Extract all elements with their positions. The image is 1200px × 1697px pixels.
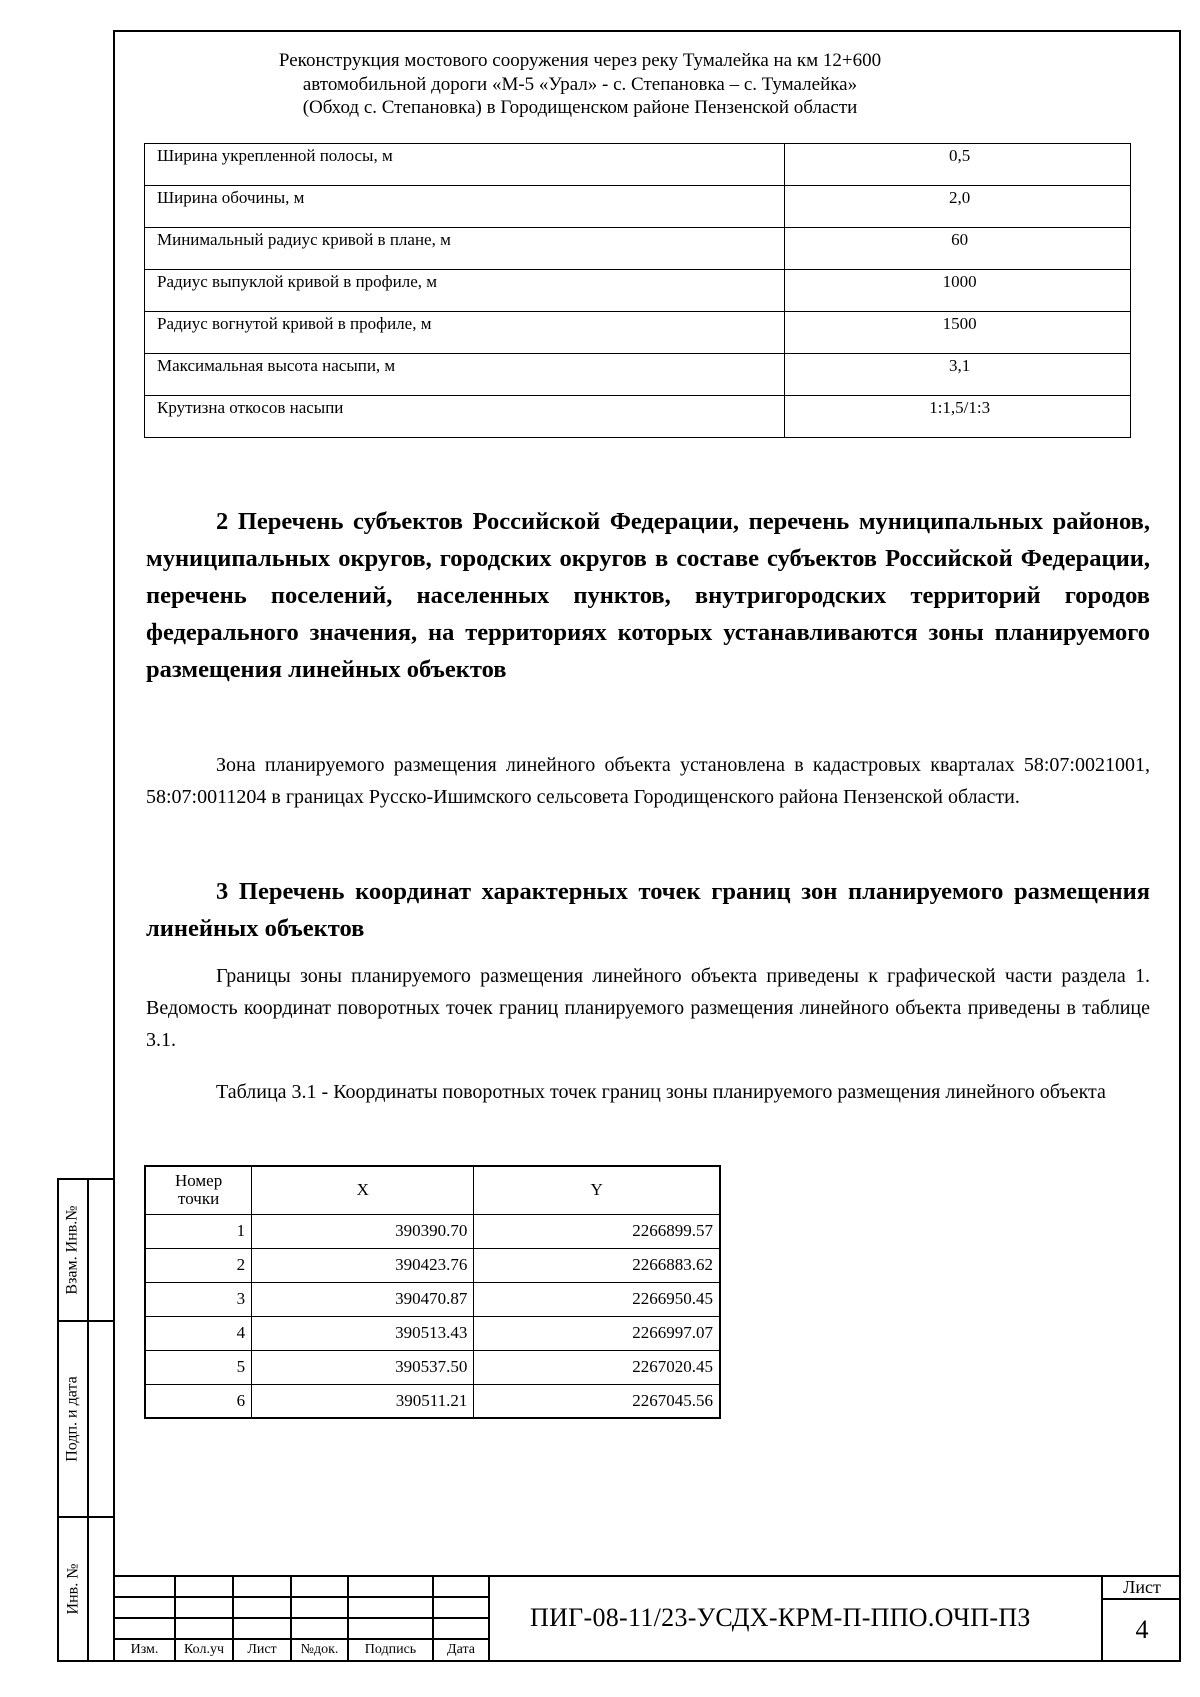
param-value: 1:1,5/1:3 <box>785 396 1131 438</box>
point-number: 1 <box>145 1214 252 1248</box>
coord-y: 2266899.57 <box>474 1214 720 1248</box>
table-row <box>145 354 1131 396</box>
param-name: Ширина укрепленной полосы, м <box>145 144 785 186</box>
stamp-col-ndok: №док. <box>300 1642 339 1657</box>
title-line-1: Реконструкция мостового сооружения через реку Тумалейка на км 12+600 <box>278 50 882 71</box>
table-row <box>145 144 1131 186</box>
table-header-row <box>145 1166 720 1214</box>
section-2-heading: 2 Перечень субъектов Российской Федерации, перечень муниципальных районов, муниципальных округов, городских округов в составе субъектов Российской Федерации, перечень поселений, населенных пунктов, внутригородских территорий городов федерального значения, на территориях которых устанавливаются зоны планируемого размещения линейных объектов <box>146 508 1150 683</box>
table-row <box>145 1384 720 1418</box>
table-row <box>145 1316 720 1350</box>
sheet-number: 4 <box>1135 1615 1149 1644</box>
stamp-col-izm: Изм. <box>130 1642 159 1657</box>
table-row <box>145 186 1131 228</box>
param-value: 60 <box>785 228 1131 270</box>
param-name: Минимальный радиус кривой в плане, м <box>145 228 785 270</box>
section-3-text: Границы зоны планируемого размещения линейного объекта приведены к графической части раздела 1. Ведомость координат поворотных точек границ планируемого размещения линейного объекта приведены в таблице 3.1. <box>146 965 1150 1051</box>
column-header-point <box>145 1166 252 1214</box>
table-row <box>145 1350 720 1384</box>
side-label-inv: Инв. № <box>64 1563 81 1615</box>
stamp-col-koluch: Кол.уч <box>184 1642 224 1657</box>
parameters-table <box>144 143 1131 438</box>
param-value: 3,1 <box>785 354 1131 396</box>
point-header-line-1: Номер <box>174 1171 223 1191</box>
sheet-label: Лист <box>1123 1577 1161 1597</box>
table-row <box>145 228 1131 270</box>
stamp-col-list: Лист <box>247 1642 277 1657</box>
table-row <box>145 1248 720 1282</box>
title-line-3: (Обход с. Степановка) в Городищенском районе Пензенской области <box>302 97 858 118</box>
point-number: 5 <box>145 1350 252 1384</box>
param-value: 1500 <box>785 312 1131 354</box>
table-row <box>145 396 1131 438</box>
coord-y: 2266997.07 <box>474 1316 720 1350</box>
stamp-col-data: Дата <box>447 1642 475 1657</box>
stamp-col-podpis: Подпись <box>364 1642 417 1657</box>
side-label-podp: Подп. и дата <box>64 1376 82 1462</box>
title-line-2: автомобильной дороги «М-5 «Урал» - с. Степановка – с. Тумалейка» <box>302 73 858 95</box>
side-label-vzam: Взам. Инв.№ <box>64 1205 81 1295</box>
coord-x: 390513.43 <box>252 1316 474 1350</box>
param-name: Ширина обочины, м <box>145 186 785 228</box>
coord-y: 2267020.45 <box>474 1350 720 1384</box>
coord-x: 390390.70 <box>252 1214 474 1248</box>
param-name: Максимальная высота насыпи, м <box>145 354 785 396</box>
side-cell-podp <box>57 1322 113 1518</box>
section-2-text: Зона планируемого размещения линейного объекта установлена в кадастровых кварталах 58:07:0021001, 58:07:0011204 в границах Русско-Ишимского сельсовета Городищенского района Пензенской области. <box>146 754 1150 808</box>
point-number: 4 <box>145 1316 252 1350</box>
table-row <box>145 1214 720 1248</box>
coordinates-table <box>144 1165 721 1419</box>
coord-x: 390423.76 <box>252 1248 474 1282</box>
coord-y: 2266883.62 <box>474 1248 720 1282</box>
coord-x: 390470.87 <box>252 1282 474 1316</box>
param-name: Радиус выпуклой кривой в профиле, м <box>145 270 785 312</box>
table-caption: Таблица 3.1 - Координаты поворотных точек границ зоны планируемого размещения линейного объекта <box>216 1081 1106 1103</box>
point-number: 2 <box>145 1248 252 1282</box>
document-code: ПИГ-08-11/23-УСДХ-КРМ-П-ППО.ОЧП-ПЗ <box>530 1603 1031 1632</box>
coord-x: 390511.21 <box>252 1384 474 1418</box>
param-value: 0,5 <box>785 144 1131 186</box>
table-row <box>145 1282 720 1316</box>
point-header-line-2: точки <box>178 1189 220 1209</box>
section-3-heading: 3 Перечень координат характерных точек границ зон планируемого размещения линейных объектов <box>146 878 1150 942</box>
coord-y: 2266950.45 <box>474 1282 720 1316</box>
column-header-y: Y <box>474 1166 720 1214</box>
param-value: 2,0 <box>785 186 1131 228</box>
coord-y: 2267045.56 <box>474 1384 720 1418</box>
side-cell-inv <box>57 1518 113 1662</box>
table-row <box>145 312 1131 354</box>
table-row <box>145 270 1131 312</box>
document-title <box>150 49 1010 120</box>
param-name: Радиус вогнутой кривой в профиле, м <box>145 312 785 354</box>
column-header-x: X <box>252 1166 474 1214</box>
point-number: 6 <box>145 1384 252 1418</box>
side-cell-vzam <box>57 1178 113 1322</box>
param-value: 1000 <box>785 270 1131 312</box>
param-name: Крутизна откосов насыпи <box>145 396 785 438</box>
coord-x: 390537.50 <box>252 1350 474 1384</box>
point-number: 3 <box>145 1282 252 1316</box>
